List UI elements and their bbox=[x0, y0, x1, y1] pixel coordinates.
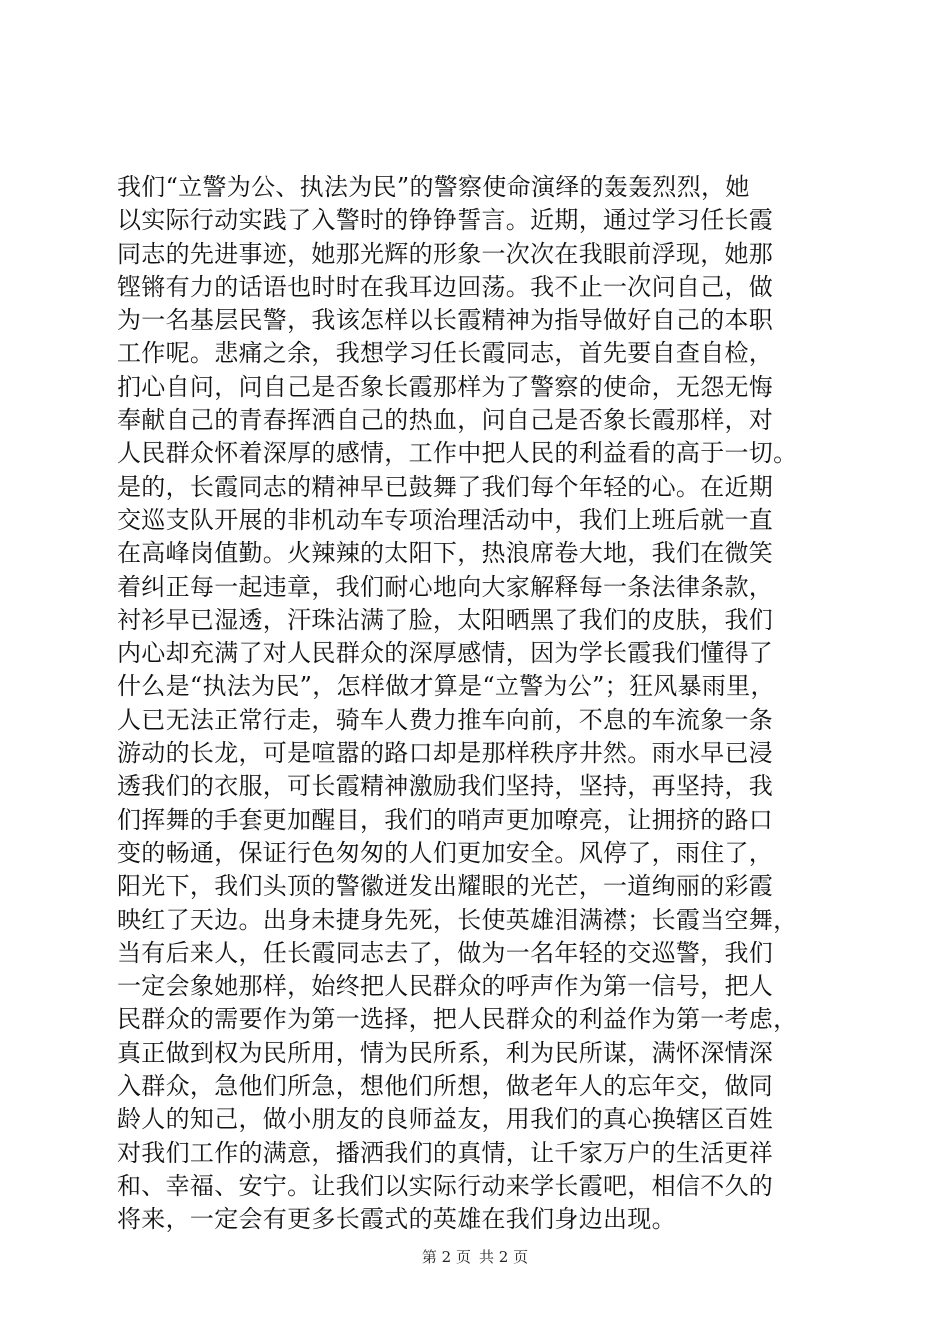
text-line: 奉献自己的青春挥洒自己的热血，问自己是否象长霞那样，对 bbox=[117, 406, 774, 435]
text-line: 龄人的知己，做小朋友的良师益友，用我们的真心换辖区百姓 bbox=[117, 1105, 774, 1134]
text-line: 映红了天边。出身未捷身先死，长使英雄泪满襟；长霞当空舞， bbox=[117, 905, 798, 934]
text-line: 对我们工作的满意，播洒我们的真情，让千家万户的生活更祥 bbox=[117, 1138, 774, 1167]
text-line: 同志的先进事迹，她那光辉的形象一次次在我眼前浮现，她那 bbox=[117, 239, 774, 268]
body-text bbox=[117, 171, 857, 1237]
text-line: 将来，一定会有更多长霞式的英雄在我们身边出现。 bbox=[117, 1205, 676, 1234]
text-line: 当有后来人，任长霞同志去了，做为一名年轻的交巡警，我们 bbox=[117, 938, 774, 967]
text-line: 一定会象她那样，始终把人民群众的呼声作为第一信号，把人 bbox=[117, 972, 774, 1001]
text-line: 是的，长霞同志的精神早已鼓舞了我们每个年轻的心。在近期 bbox=[117, 472, 774, 501]
text-line: 人民群众怀着深厚的感情，工作中把人民的利益看的高于一切。 bbox=[117, 439, 798, 468]
page-number: 第 2 页 bbox=[421, 1248, 471, 1266]
text-line: 人已无法正常行走，骑车人费力推车向前，不息的车流象一条 bbox=[117, 705, 774, 734]
text-line: 真正做到权为民所用，情为民所系，利为民所谋，满怀深情深 bbox=[117, 1038, 774, 1067]
page-footer bbox=[0, 1246, 950, 1267]
page-total: 共 2 页 bbox=[479, 1248, 529, 1266]
text-line: 我们“立警为公、执法为民”的警察使命演绎的轰轰烈烈，她 bbox=[117, 173, 750, 201]
text-line: 工作呢。悲痛之余，我想学习任长霞同志，首先要自查自检， bbox=[117, 339, 774, 368]
text-line: 内心却充满了对人民群众的深厚感情，因为学长霞我们懂得了 bbox=[117, 639, 774, 668]
text-line: 和、幸福、安宁。让我们以实际行动来学长霞吧，相信不久的 bbox=[117, 1171, 774, 1200]
text-line: 衬衫早已湿透，汗珠沾满了脸，太阳晒黑了我们的皮肤，我们 bbox=[117, 605, 774, 634]
text-line: 们挥舞的手套更加醒目，我们的哨声更加嘹亮，让拥挤的路口 bbox=[117, 805, 774, 834]
text-line: 变的畅通，保证行色匆匆的人们更加安全。风停了，雨住了， bbox=[117, 838, 774, 867]
text-line: 阳光下，我们头顶的警徽迸发出耀眼的光芒，一道绚丽的彩霞 bbox=[117, 872, 774, 901]
text-line: 民群众的需要作为第一选择，把人民群众的利益作为第一考虑， bbox=[117, 1005, 798, 1034]
text-line: 扪心自问，问自己是否象长霞那样为了警察的使命，无怨无悔 bbox=[117, 372, 774, 401]
text-line: 在高峰岗值勤。火辣辣的太阳下，热浪席卷大地，我们在微笑 bbox=[117, 539, 774, 568]
text-line: 透我们的衣服，可长霞精神激励我们坚持，坚持，再坚持，我 bbox=[117, 772, 774, 801]
text-line: 为一名基层民警，我该怎样以长霞精神为指导做好自己的本职 bbox=[117, 306, 774, 335]
text-line: 入群众，急他们所急，想他们所想，做老年人的忘年交，做同 bbox=[117, 1072, 774, 1101]
text-line: 什么是“执法为民”，怎样做才算是“立警为公”；狂风暴雨里， bbox=[117, 672, 775, 701]
text-line: 以实际行动实践了入警时的铮铮誓言。近期，通过学习任长霞 bbox=[117, 206, 774, 235]
text-line: 铿锵有力的话语也时时在我耳边回荡。我不止一次问自己，做 bbox=[117, 272, 774, 301]
text-line: 游动的长龙，可是喧嚣的路口却是那样秩序井然。雨水早已浸 bbox=[117, 739, 774, 768]
text-line: 着纠正每一起违章，我们耐心地向大家解释每一条法律条款， bbox=[117, 572, 774, 601]
text-line: 交巡支队开展的非机动车专项治理活动中，我们上班后就一直 bbox=[117, 505, 774, 534]
